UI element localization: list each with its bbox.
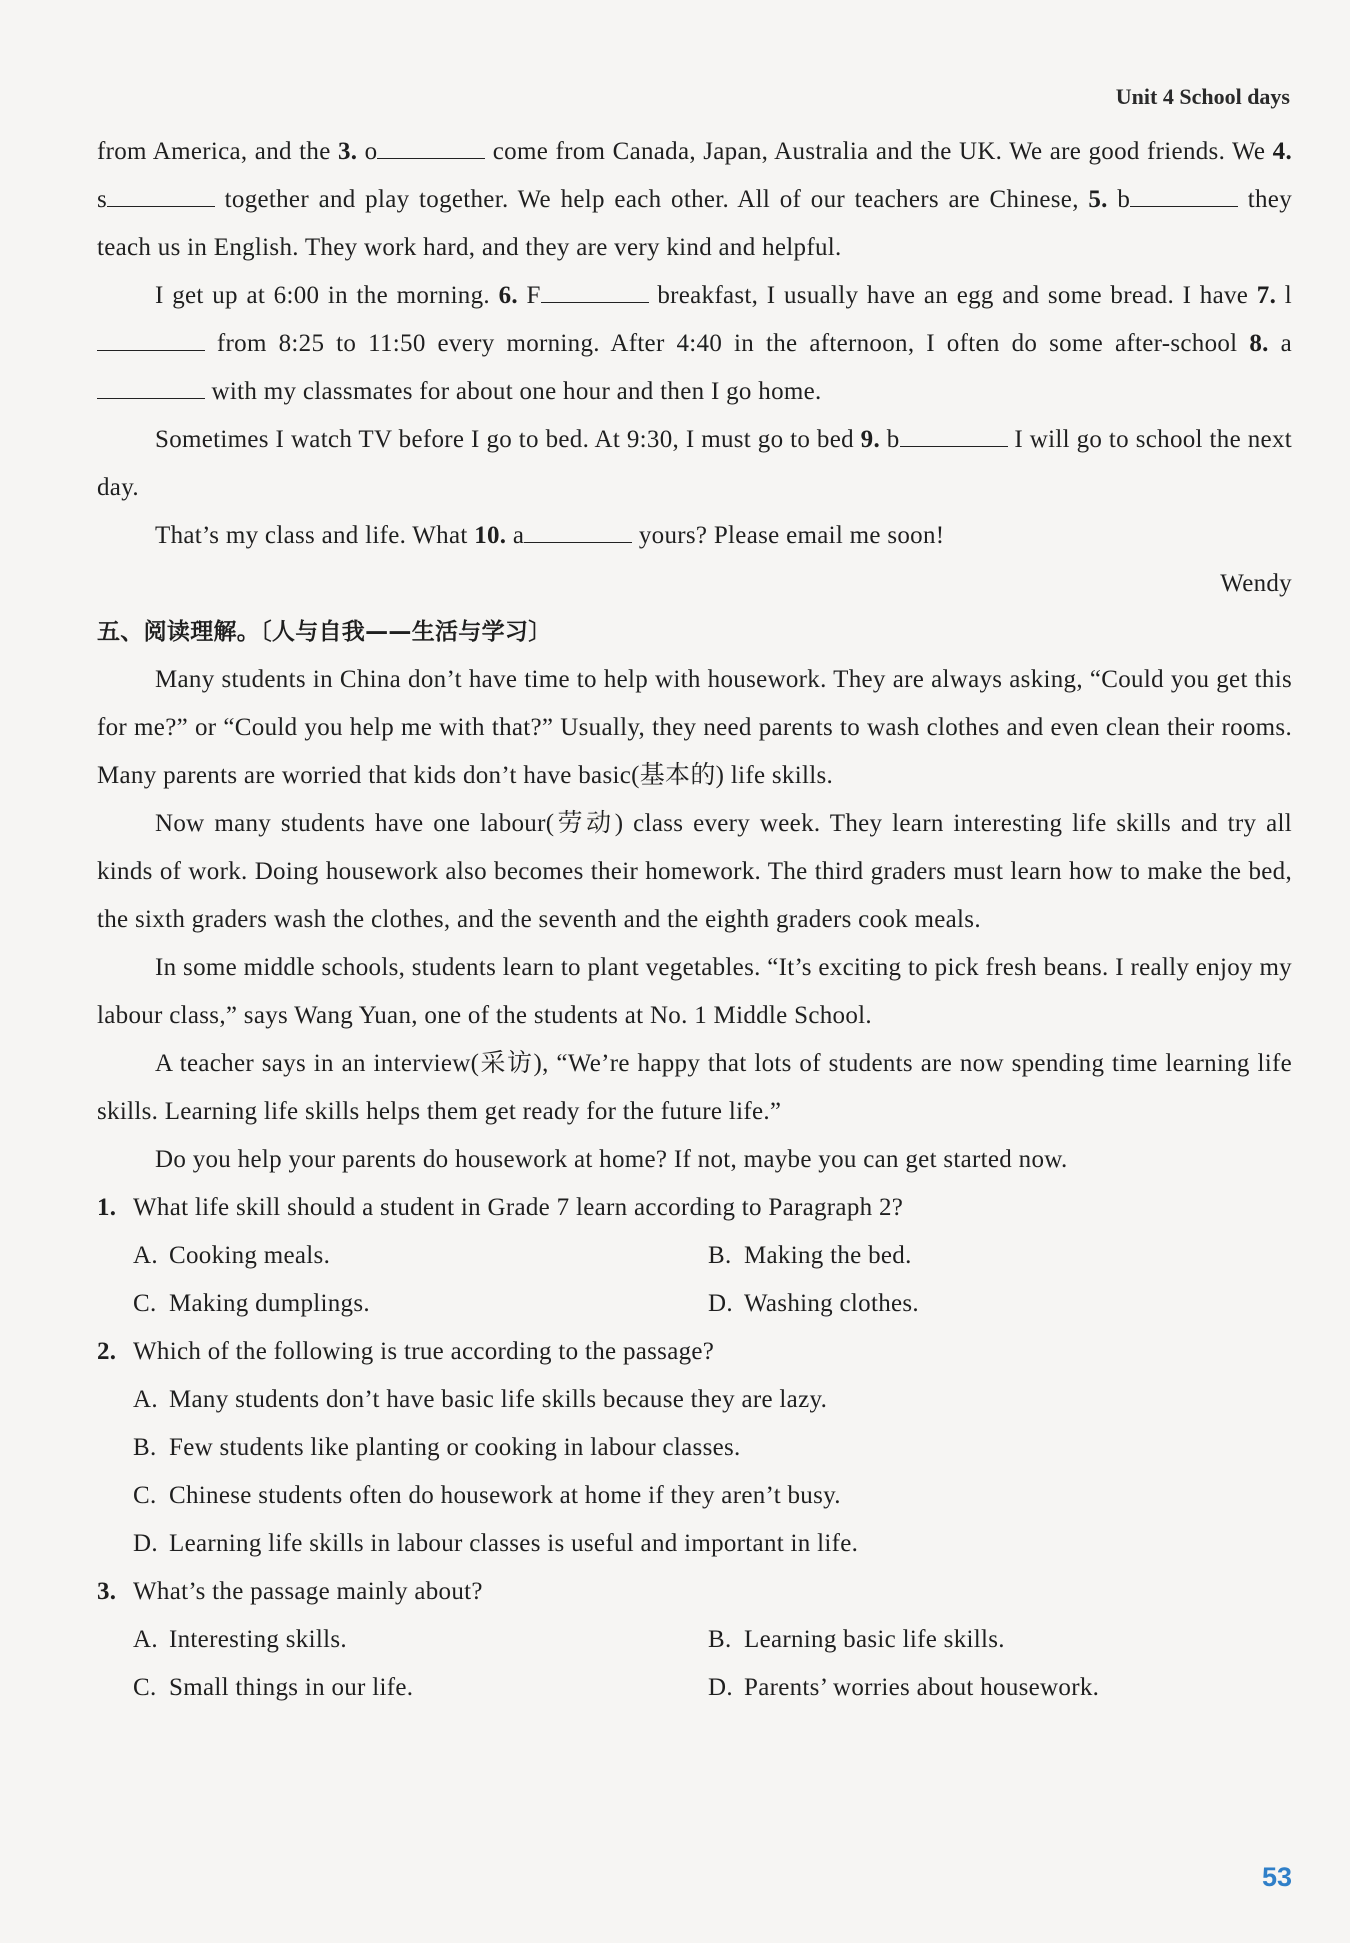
blank-letter: s	[97, 186, 108, 213]
reading-paragraph: In some middle schools, students learn to plant vegetables. “It’s exciting to pick fresh beans. I really enjoy my labour class,” says Wang Yuan, one of the students at No. 1 Middle School.	[97, 954, 1292, 1029]
blank-number: 6.	[498, 282, 518, 309]
option-text: Chinese students often do housework at home if they aren’t busy.	[169, 1482, 841, 1509]
blank-number: 4.	[1272, 138, 1293, 165]
blank-number: 3.	[337, 138, 358, 165]
answer-blank-10[interactable]	[524, 520, 632, 543]
option-letter: D.	[708, 1674, 733, 1701]
text-span: Sometimes I watch TV before I go to bed. At 9:30, I must go to bed	[155, 426, 861, 453]
reading-paragraph: A teacher says in an interview(采访), “We’re happy that lots of students are now spending time learning life skills. Learning life skills helps them get ready for the future life.”	[97, 1050, 1292, 1125]
question-text: Which of the following is true according to the passage?	[133, 1338, 715, 1365]
answer-blank-7[interactable]	[97, 328, 205, 351]
text-span: from America, and the	[97, 138, 338, 165]
option-text: Interesting skills.	[169, 1626, 347, 1653]
option-letter: C.	[133, 1482, 157, 1509]
text-span: together and play together. We help each other. All of our teachers are Chinese,	[215, 186, 1089, 213]
question-number: 1.	[97, 1194, 117, 1221]
answer-blank-5[interactable]	[1130, 184, 1238, 207]
question-2-options	[97, 1376, 1292, 1568]
letter-signature: Wendy	[1220, 570, 1292, 597]
option-b[interactable]	[708, 1232, 1283, 1280]
question-text: What life skill should a student in Grade 7 learn according to Paragraph 2?	[133, 1194, 904, 1221]
option-letter: A.	[133, 1626, 158, 1653]
option-letter: C.	[133, 1290, 157, 1317]
blank-letter: a	[506, 522, 525, 549]
option-letter: D.	[133, 1530, 158, 1557]
option-letter: B.	[708, 1626, 732, 1653]
question-3	[97, 1568, 1292, 1616]
option-letter: A.	[133, 1242, 158, 1269]
question-number: 2.	[97, 1338, 117, 1365]
question-3-options	[97, 1616, 1292, 1712]
page-number: 53	[1261, 1862, 1292, 1892]
cloze-paragraph-4	[97, 512, 1292, 560]
question-number: 3.	[97, 1578, 117, 1605]
option-a[interactable]	[133, 1232, 708, 1280]
text-span: they teach us in English. They work hard, and they are very kind and helpful.	[97, 186, 1292, 261]
option-text: Few students like planting or cooking in labour classes.	[169, 1434, 741, 1461]
question-1-options	[97, 1232, 1292, 1328]
option-a[interactable]	[133, 1616, 708, 1664]
option-b[interactable]	[133, 1424, 1292, 1472]
reading-paragraph: Do you help your parents do housework at home? If not, maybe you can get started now.	[155, 1146, 1068, 1173]
blank-letter: F	[517, 282, 541, 309]
page-content	[97, 128, 1292, 1712]
reading-paragraph: Now many students have one labour(劳动) class every week. They learn interesting life skills and try all kinds of work. Doing housework also becomes their homework. The third graders must learn how to make the bed, the sixth graders wash the clothes, and the seventh and the eighth graders cook meals.	[97, 810, 1292, 933]
option-text: Many students don’t have basic life skills because they are lazy.	[169, 1386, 828, 1413]
running-head: Unit 4 School days	[1115, 84, 1290, 109]
option-a[interactable]	[133, 1376, 1292, 1424]
option-letter: D.	[708, 1290, 733, 1317]
option-letter: A.	[133, 1386, 158, 1413]
option-text: Learning life skills in labour classes is useful and important in life.	[169, 1530, 859, 1557]
option-text: Small things in our life.	[169, 1674, 414, 1701]
text-span: I get up at 6:00 in the morning.	[155, 282, 499, 309]
blank-letter: a	[1268, 330, 1293, 357]
blank-number: 5.	[1088, 186, 1108, 213]
section-title: 五、阅读理解。〔人与自我——生活与学习〕	[97, 619, 552, 645]
option-text: Making the bed.	[744, 1242, 912, 1269]
text-span: from 8:25 to 11:50 every morning. After 4:40 in the afternoon, I often do some after-school	[205, 330, 1250, 357]
blank-number: 7.	[1256, 282, 1277, 309]
cloze-paragraph-3	[97, 416, 1292, 512]
blank-number: 9.	[860, 426, 881, 453]
option-d[interactable]	[708, 1280, 1283, 1328]
cloze-paragraph-2	[97, 272, 1292, 416]
option-d[interactable]	[708, 1664, 1283, 1712]
text-span: yours? Please email me soon!	[632, 522, 945, 549]
blank-letter: l	[1276, 282, 1292, 309]
answer-blank-3[interactable]	[377, 136, 485, 159]
question-1	[97, 1184, 1292, 1232]
option-c[interactable]	[133, 1664, 708, 1712]
blank-letter: b	[1107, 186, 1131, 213]
cloze-paragraph-1	[97, 128, 1292, 272]
blank-letter: o	[357, 138, 378, 165]
option-text: Parents’ worries about housework.	[744, 1674, 1100, 1701]
blank-letter: b	[880, 426, 900, 453]
text-span: with my classmates for about one hour and then I go home.	[205, 378, 822, 405]
option-text: Making dumplings.	[169, 1290, 370, 1317]
option-b[interactable]	[708, 1616, 1283, 1664]
text-span: I will go to school the next day.	[97, 426, 1292, 501]
question-2	[97, 1328, 1292, 1376]
answer-blank-6[interactable]	[541, 280, 649, 303]
option-text: Learning basic life skills.	[744, 1626, 1005, 1653]
answer-blank-9[interactable]	[900, 424, 1008, 447]
answer-blank-8[interactable]	[97, 376, 205, 399]
question-text: What’s the passage mainly about?	[133, 1578, 483, 1605]
reading-paragraph: Many students in China don’t have time to help with housework. They are always asking, “Could you get this for me?” or “Could you help me with that?” Usually, they need parents to wash clothes and even clean their rooms. Many parents are worried that kids don’t have basic(基本的) life skills.	[97, 666, 1292, 789]
text-span: That’s my class and life. What	[155, 522, 475, 549]
text-span: come from Canada, Japan, Australia and the UK. We are good friends. We	[485, 138, 1273, 165]
option-c[interactable]	[133, 1472, 1292, 1520]
text-span: breakfast, I usually have an egg and some bread. I have	[648, 282, 1257, 309]
option-text: Cooking meals.	[169, 1242, 331, 1269]
option-text: Washing clothes.	[744, 1290, 919, 1317]
blank-number: 8.	[1249, 330, 1269, 357]
option-letter: C.	[133, 1674, 157, 1701]
answer-blank-4[interactable]	[107, 184, 215, 207]
option-letter: B.	[708, 1242, 732, 1269]
option-letter: B.	[133, 1434, 157, 1461]
blank-number: 10.	[474, 522, 507, 549]
option-d[interactable]	[133, 1520, 1292, 1568]
option-c[interactable]	[133, 1280, 708, 1328]
